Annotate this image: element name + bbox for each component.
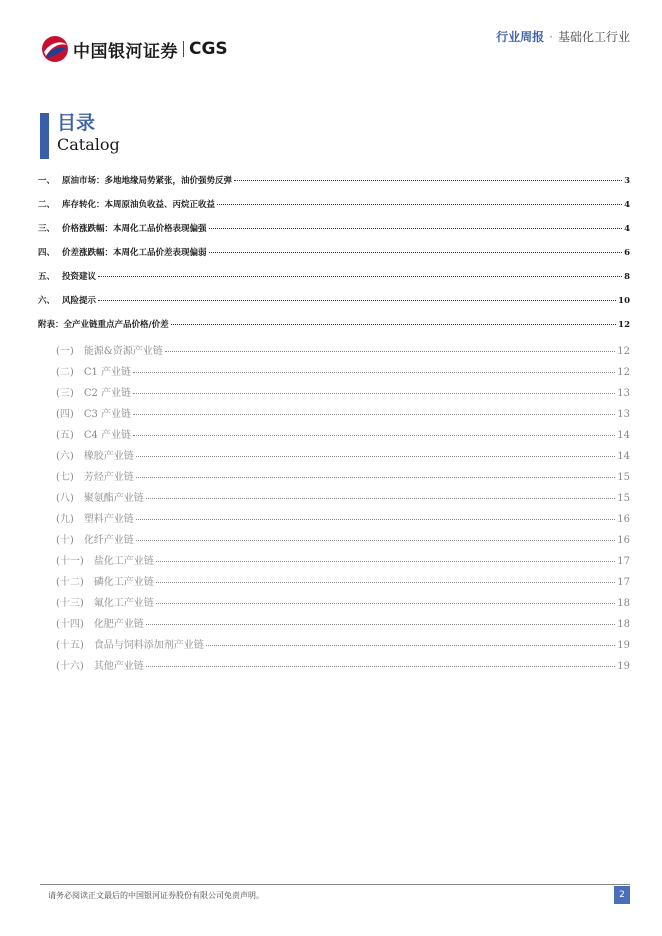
toc-subentry-number: (十) <box>56 535 74 546</box>
page-header <box>0 0 662 70</box>
toc-leader-dots <box>156 582 615 583</box>
toc-entry-page: 10 <box>618 296 630 306</box>
catalog-title-cn: 目录 <box>57 112 96 134</box>
toc-subentry[interactable] <box>56 468 630 484</box>
toc-subentry-title: 磷化工产业链 <box>93 577 154 588</box>
toc-leader-dots <box>171 324 617 325</box>
toc-leader-dots <box>146 624 615 625</box>
toc-leader-dots <box>136 540 615 541</box>
toc-subentry-page: 18 <box>617 619 630 630</box>
title-accent-bar <box>40 113 49 159</box>
toc-subentry-title: 聚氨酯产业链 <box>83 493 144 504</box>
toc-subentry-title: 化肥产业链 <box>93 619 144 630</box>
toc-leader-dots <box>146 498 615 499</box>
toc-leader-dots <box>133 393 615 394</box>
toc-subentry-title: 橡胶产业链 <box>83 451 134 462</box>
toc-subentry-title: C4 产业链 <box>83 430 132 441</box>
toc-subentry-number: (一) <box>56 346 74 357</box>
toc-subentry[interactable] <box>56 573 630 589</box>
toc-subentry-page: 12 <box>617 367 630 378</box>
toc-subentry-title: 盐化工产业链 <box>93 556 154 567</box>
toc-leader-dots <box>136 456 615 457</box>
catalog-title-en: Catalog <box>57 135 120 154</box>
toc-subentry-page: 19 <box>617 640 630 651</box>
toc-entry-page: 3 <box>624 176 630 186</box>
logo-divider <box>183 41 184 57</box>
logo-text: 中国银河证券 <box>73 41 178 62</box>
toc-leader-dots <box>98 300 616 301</box>
toc-subentry-page: 13 <box>617 409 630 420</box>
toc-leader-dots <box>146 666 615 667</box>
toc-subentry-title: C3 产业链 <box>83 409 132 420</box>
toc-subentry-page: 16 <box>617 535 630 546</box>
toc-entry-number: 三、 <box>38 224 56 234</box>
toc-subentry-title: 其他产业链 <box>93 661 144 672</box>
toc-entry-page: 12 <box>618 320 630 330</box>
footer-divider <box>40 884 630 885</box>
report-category <box>496 28 630 45</box>
toc-subentry-number: (五) <box>56 430 74 441</box>
toc-entry-number: 六、 <box>38 296 56 306</box>
toc-subentry-number: (九) <box>56 514 74 525</box>
toc-subentry-page: 14 <box>617 430 630 441</box>
report-type: 行业周报 <box>496 30 545 44</box>
toc-subentry-page: 15 <box>617 493 630 504</box>
toc-entry-page: 8 <box>624 272 630 282</box>
toc-subentry-title: 塑料产业链 <box>83 514 134 525</box>
toc-leader-dots <box>133 372 615 373</box>
toc-leader-dots <box>133 435 615 436</box>
toc-entry[interactable] <box>38 174 630 190</box>
toc-subentry[interactable] <box>56 657 630 673</box>
toc-leader-dots <box>156 561 615 562</box>
toc-entry-title: 价差涨跌幅：本周化工品价差表现偏弱 <box>62 248 207 258</box>
toc-leader-dots <box>156 603 615 604</box>
toc-subentry-page: 13 <box>617 388 630 399</box>
toc-subentry-page: 18 <box>617 598 630 609</box>
toc-leader-dots <box>98 276 622 277</box>
toc-subentry[interactable] <box>56 636 630 652</box>
toc-subentry-page: 17 <box>617 577 630 588</box>
toc-leader-dots <box>234 180 622 181</box>
toc-subentry-number: (六) <box>56 451 74 462</box>
toc-subentry-page: 19 <box>617 661 630 672</box>
toc-subentry-number: (十五) <box>56 640 84 651</box>
toc-entry-page: 6 <box>624 248 630 258</box>
toc-entry-number: 五、 <box>38 272 56 282</box>
toc-subentry-number: (十二) <box>56 577 84 588</box>
toc-subentry[interactable] <box>56 552 630 568</box>
toc-leader-dots <box>217 204 622 205</box>
toc-entry-title: 风险提示 <box>62 296 97 306</box>
toc-subentry-page: 14 <box>617 451 630 462</box>
toc-subentry-number: (十一) <box>56 556 84 567</box>
toc-subentry-page: 16 <box>617 514 630 525</box>
industry-name: 基础化工行业 <box>557 30 630 44</box>
toc-subentry-number: (十六) <box>56 661 84 672</box>
toc-subentry-number: (七) <box>56 472 74 483</box>
toc-subentry-title: 芳烃产业链 <box>83 472 134 483</box>
toc-subentry[interactable] <box>56 384 630 400</box>
header-separator: · <box>549 30 553 44</box>
toc-entry-page: 4 <box>624 224 630 234</box>
toc-subentry-page: 15 <box>617 472 630 483</box>
logo-cgs: CGS <box>189 39 228 59</box>
toc-subentry-number: (三) <box>56 388 74 399</box>
toc-entry[interactable] <box>38 246 630 262</box>
toc-leader-dots <box>136 519 615 520</box>
toc-subentry-title: C2 产业链 <box>83 388 132 399</box>
toc-subentry-title: 能源&资源产业链 <box>83 346 163 357</box>
toc-subentry-number: (十三) <box>56 598 84 609</box>
toc-entry-title: 附表：全产业链重点产品价格/价差 <box>38 320 169 330</box>
toc-subentry[interactable] <box>56 594 630 610</box>
toc-entry-title: 价格涨跌幅：本周化工品价格表现偏强 <box>62 224 207 234</box>
toc-leader-dots <box>133 414 615 415</box>
company-logo <box>40 34 228 64</box>
toc-entry-title: 库存转化：本周原油负收益、丙烷正收益 <box>62 200 216 210</box>
toc-entry-appendix[interactable] <box>38 318 630 334</box>
toc-subentry[interactable] <box>56 615 630 631</box>
toc-subentry-number: (十四) <box>56 619 84 630</box>
toc-subentry-title: 氟化工产业链 <box>93 598 154 609</box>
toc-subentry[interactable] <box>56 531 630 547</box>
toc-subentry-number: (二) <box>56 367 74 378</box>
toc-entry[interactable] <box>38 270 630 286</box>
toc-entry[interactable] <box>38 294 630 310</box>
toc-entry-number: 二、 <box>38 200 56 210</box>
toc-subentry-title: 化纤产业链 <box>83 535 134 546</box>
toc-entry-number: 四、 <box>38 248 56 258</box>
toc-leader-dots <box>165 351 616 352</box>
toc-subentry-title: 食品与饲料添加剂产业链 <box>93 640 204 651</box>
toc-entry-title: 原油市场：多地地缘局势紧张，油价强势反弹 <box>62 176 233 186</box>
page-number-badge: 2 <box>614 886 630 904</box>
toc-leader-dots <box>206 645 615 646</box>
toc-entry-title: 投资建议 <box>62 272 97 282</box>
toc-entry-number: 一、 <box>38 176 56 186</box>
toc-leader-dots <box>209 252 623 253</box>
toc-entry[interactable] <box>38 222 630 238</box>
toc-entry-page: 4 <box>624 200 630 210</box>
toc-subentry[interactable] <box>56 405 630 421</box>
footer-disclaimer: 请务必阅读正文最后的中国银河证券股份有限公司免责声明。 <box>48 891 264 900</box>
toc-subentry-number: (八) <box>56 493 74 504</box>
galaxy-logo-icon <box>40 34 70 64</box>
toc-subentry[interactable] <box>56 510 630 526</box>
toc-entry[interactable] <box>38 198 630 214</box>
toc-subentry[interactable] <box>56 489 630 505</box>
toc-subentry-page: 12 <box>617 346 630 357</box>
toc-subentry-title: C1 产业链 <box>83 367 132 378</box>
toc-leader-dots <box>136 477 615 478</box>
toc-subentry[interactable] <box>56 447 630 463</box>
toc-subentry[interactable] <box>56 363 630 379</box>
toc-leader-dots <box>209 228 623 229</box>
toc-subentry-number: (四) <box>56 409 74 420</box>
toc-subentry[interactable] <box>56 342 630 358</box>
toc-subentry-page: 17 <box>617 556 630 567</box>
toc-subentry[interactable] <box>56 426 630 442</box>
